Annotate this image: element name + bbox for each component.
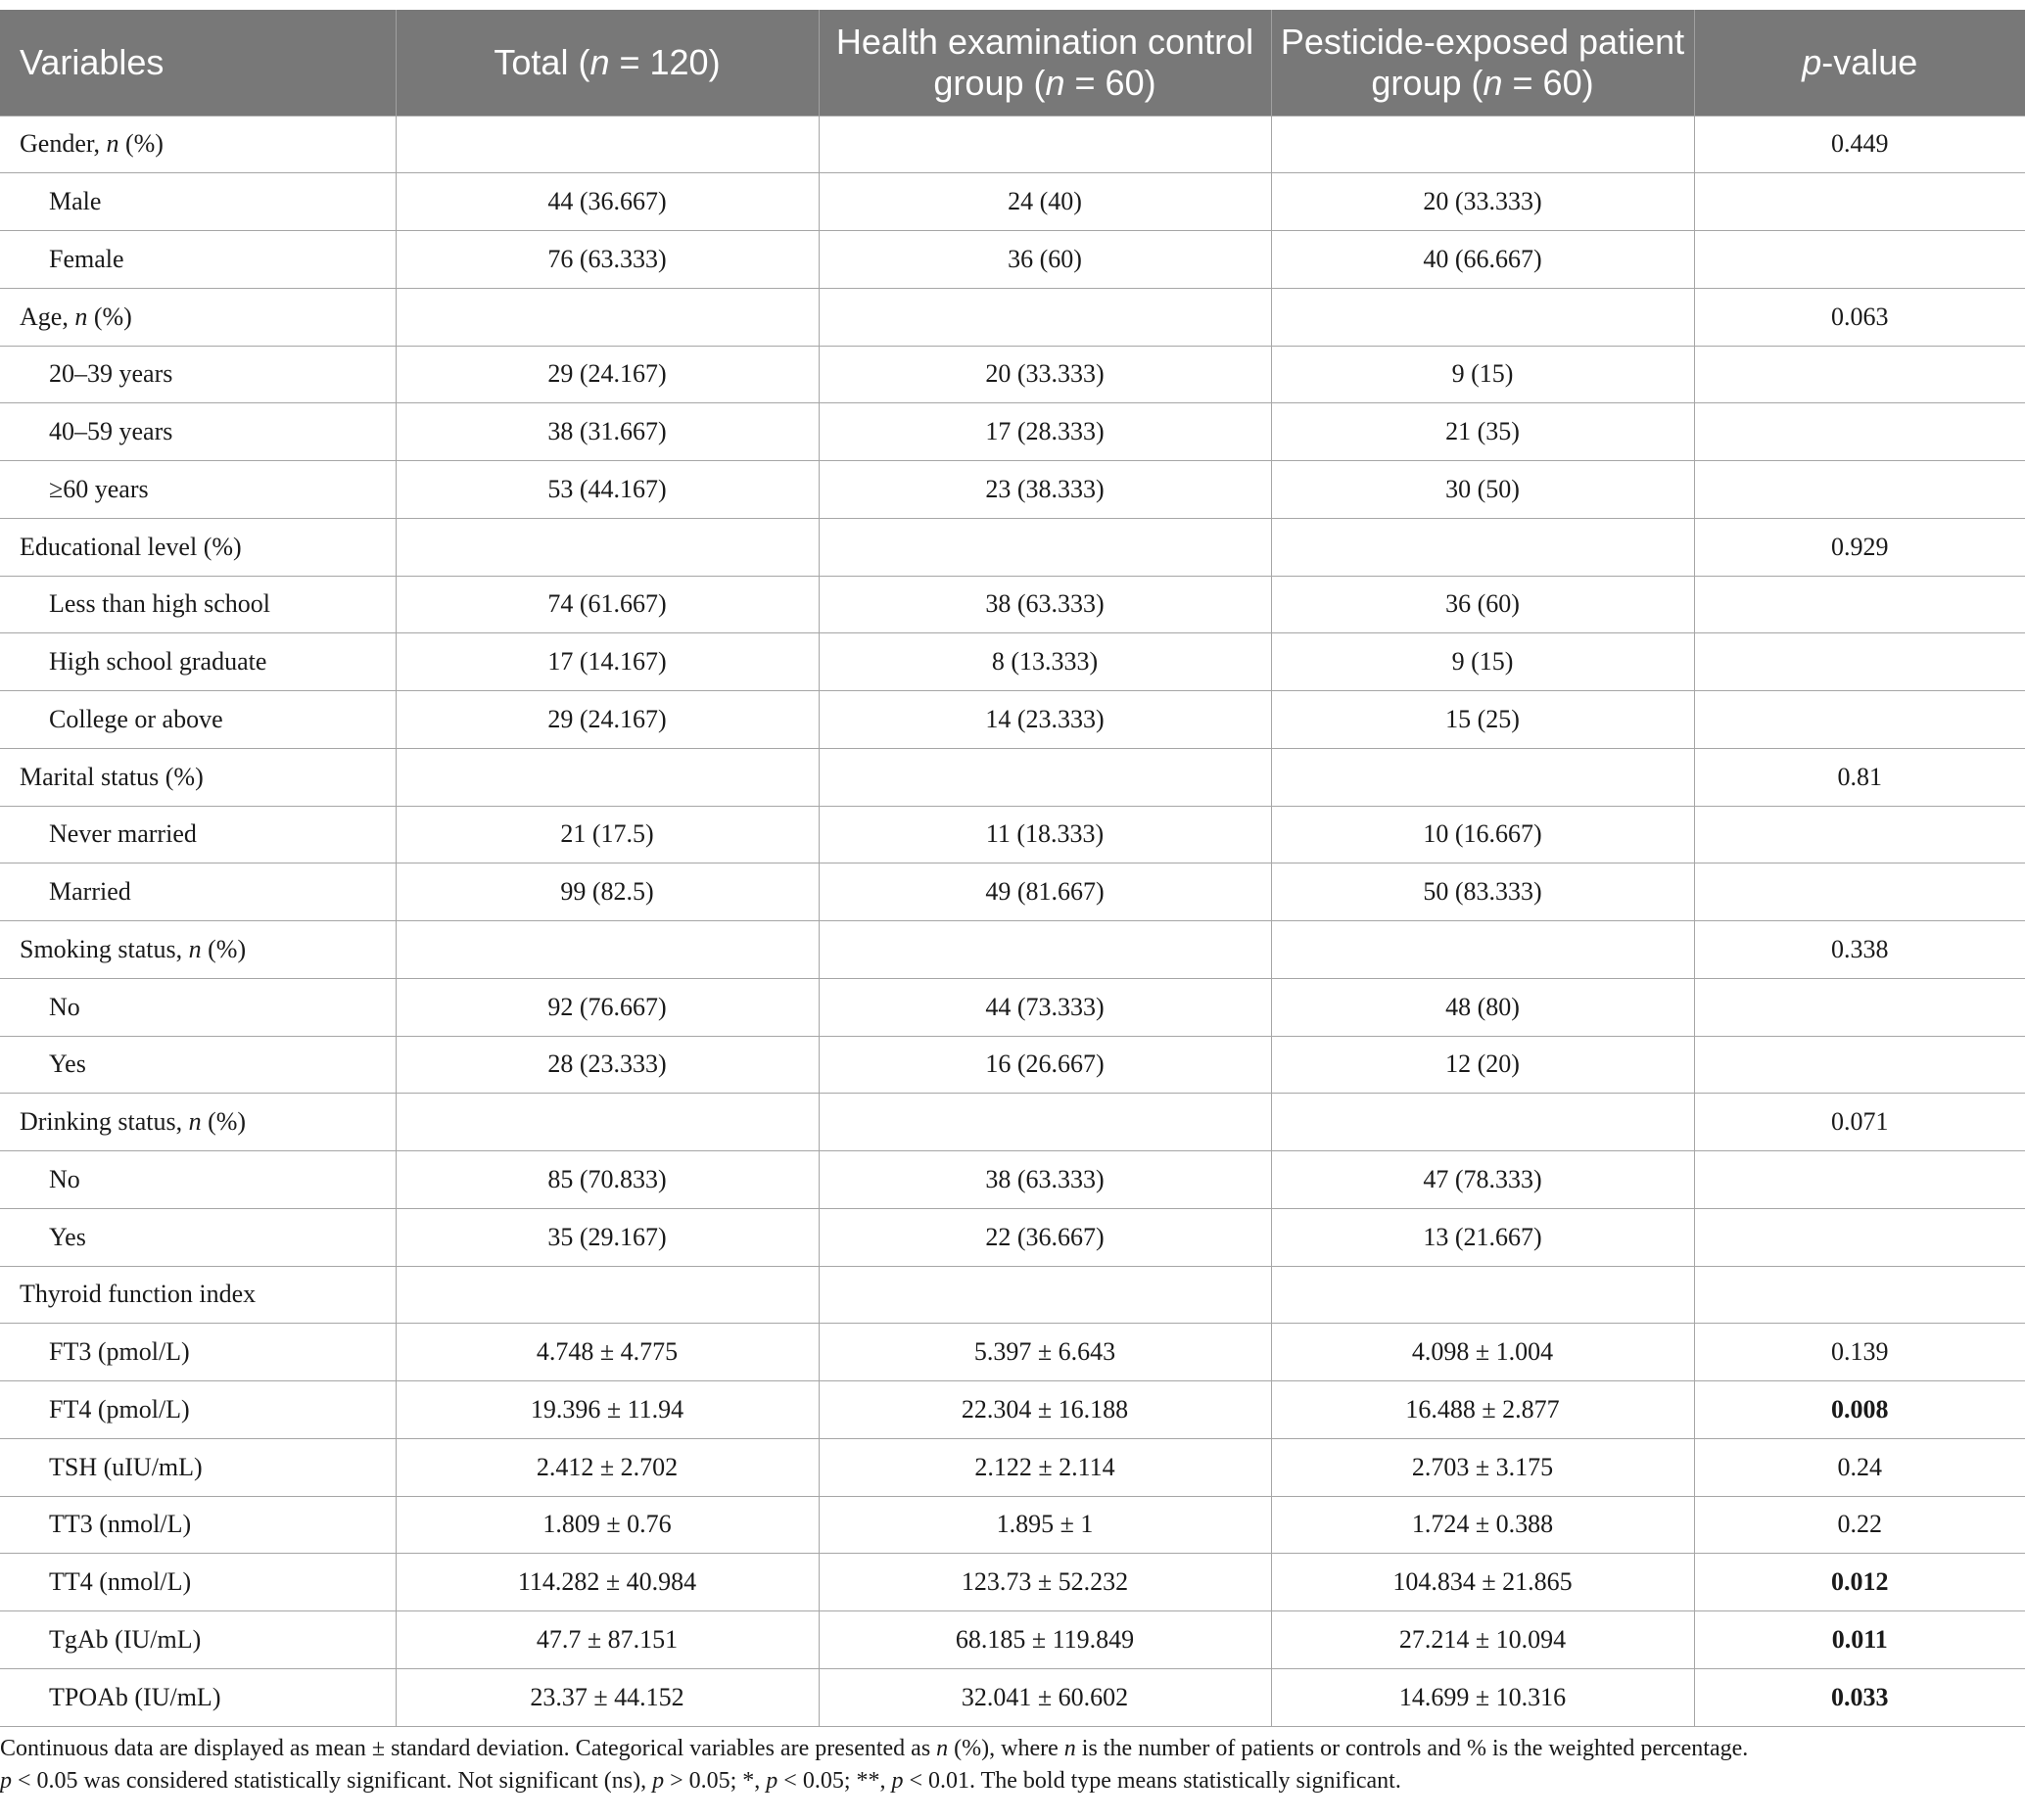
cell-total: 29 (24.167) xyxy=(396,346,819,403)
cell-control: 14 (23.333) xyxy=(819,691,1271,749)
cell-variable: Smoking status, n (%) xyxy=(0,921,396,979)
table-row xyxy=(0,1151,2025,1209)
cell-control: 22.304 ± 16.188 xyxy=(819,1381,1271,1439)
table-row xyxy=(0,1381,2025,1439)
table-group-row xyxy=(0,921,2025,979)
cell-p-value xyxy=(1694,691,2025,749)
cell-variable: Gender, n (%) xyxy=(0,116,396,173)
cell-p-value: 0.22 xyxy=(1694,1496,2025,1554)
cell-total: 28 (23.333) xyxy=(396,1036,819,1094)
cell-control xyxy=(819,288,1271,346)
table-group-row xyxy=(0,116,2025,173)
table-row xyxy=(0,633,2025,691)
cell-control: 38 (63.333) xyxy=(819,1151,1271,1209)
cell-p-value: 0.071 xyxy=(1694,1094,2025,1151)
cell-p-value: 0.24 xyxy=(1694,1438,2025,1496)
cell-exposed: 40 (66.667) xyxy=(1271,231,1694,289)
cell-total: 44 (36.667) xyxy=(396,173,819,231)
cell-total: 53 (44.167) xyxy=(396,461,819,519)
table-row xyxy=(0,403,2025,461)
cell-control: 16 (26.667) xyxy=(819,1036,1271,1094)
cell-control: 68.185 ± 119.849 xyxy=(819,1611,1271,1669)
table-row xyxy=(0,461,2025,519)
cell-variable: High school graduate xyxy=(0,633,396,691)
cell-control: 38 (63.333) xyxy=(819,576,1271,633)
header-exposed-group: Pesticide-exposed patient group (n = 60) xyxy=(1271,10,1694,116)
cell-variable: Thyroid function index xyxy=(0,1266,396,1324)
cell-variable: Marital status (%) xyxy=(0,748,396,806)
cell-exposed: 1.724 ± 0.388 xyxy=(1271,1496,1694,1554)
cell-control xyxy=(819,921,1271,979)
cell-control xyxy=(819,1266,1271,1324)
cell-p-value xyxy=(1694,346,2025,403)
cell-variable: Age, n (%) xyxy=(0,288,396,346)
cell-exposed xyxy=(1271,518,1694,576)
cell-exposed xyxy=(1271,1266,1694,1324)
table-group-row xyxy=(0,748,2025,806)
cell-exposed: 15 (25) xyxy=(1271,691,1694,749)
cell-p-value xyxy=(1694,461,2025,519)
cell-control: 22 (36.667) xyxy=(819,1208,1271,1266)
table-row xyxy=(0,1324,2025,1381)
cell-p-value xyxy=(1694,633,2025,691)
cell-total: 114.282 ± 40.984 xyxy=(396,1554,819,1611)
table-row xyxy=(0,691,2025,749)
cell-p-value xyxy=(1694,231,2025,289)
cell-variable: Yes xyxy=(0,1036,396,1094)
cell-exposed: 2.703 ± 3.175 xyxy=(1271,1438,1694,1496)
cell-total: 1.809 ± 0.76 xyxy=(396,1496,819,1554)
cell-total xyxy=(396,1094,819,1151)
table-footnote xyxy=(0,1733,2017,1797)
cell-exposed: 12 (20) xyxy=(1271,1036,1694,1094)
cell-p-value xyxy=(1694,173,2025,231)
cell-control: 1.895 ± 1 xyxy=(819,1496,1271,1554)
cell-total: 2.412 ± 2.702 xyxy=(396,1438,819,1496)
cell-control: 23 (38.333) xyxy=(819,461,1271,519)
cell-variable: Yes xyxy=(0,1208,396,1266)
cell-total: 19.396 ± 11.94 xyxy=(396,1381,819,1439)
cell-control: 2.122 ± 2.114 xyxy=(819,1438,1271,1496)
cell-exposed: 30 (50) xyxy=(1271,461,1694,519)
cell-p-value xyxy=(1694,1208,2025,1266)
header-total: Total (n = 120) xyxy=(396,10,819,116)
cell-total: 38 (31.667) xyxy=(396,403,819,461)
cell-control xyxy=(819,748,1271,806)
table-row xyxy=(0,1496,2025,1554)
cell-control: 44 (73.333) xyxy=(819,978,1271,1036)
header-p-value: p-value xyxy=(1694,10,2025,116)
table-row xyxy=(0,1668,2025,1726)
cell-p-value xyxy=(1694,806,2025,863)
cell-total: 21 (17.5) xyxy=(396,806,819,863)
cell-total: 76 (63.333) xyxy=(396,231,819,289)
table-row xyxy=(0,1036,2025,1094)
table-row xyxy=(0,576,2025,633)
cell-total: 74 (61.667) xyxy=(396,576,819,633)
cell-exposed: 10 (16.667) xyxy=(1271,806,1694,863)
table-row xyxy=(0,1611,2025,1669)
cell-variable: Married xyxy=(0,863,396,921)
cell-exposed: 47 (78.333) xyxy=(1271,1151,1694,1209)
cell-variable: TT4 (nmol/L) xyxy=(0,1554,396,1611)
cell-total xyxy=(396,116,819,173)
cell-total: 85 (70.833) xyxy=(396,1151,819,1209)
baseline-characteristics-table xyxy=(0,10,2025,1727)
cell-p-value: 0.033 xyxy=(1694,1668,2025,1726)
cell-exposed: 20 (33.333) xyxy=(1271,173,1694,231)
cell-p-value xyxy=(1694,403,2025,461)
cell-p-value: 0.929 xyxy=(1694,518,2025,576)
cell-exposed: 27.214 ± 10.094 xyxy=(1271,1611,1694,1669)
cell-exposed: 14.699 ± 10.316 xyxy=(1271,1668,1694,1726)
cell-exposed: 9 (15) xyxy=(1271,346,1694,403)
table-group-row xyxy=(0,1094,2025,1151)
cell-variable: Never married xyxy=(0,806,396,863)
cell-control: 123.73 ± 52.232 xyxy=(819,1554,1271,1611)
cell-total xyxy=(396,288,819,346)
table-group-row xyxy=(0,1266,2025,1324)
table-row xyxy=(0,1554,2025,1611)
cell-exposed xyxy=(1271,116,1694,173)
cell-variable: TT3 (nmol/L) xyxy=(0,1496,396,1554)
cell-control: 8 (13.333) xyxy=(819,633,1271,691)
footnote-line-1: Continuous data are displayed as mean ± standard deviation. Categorical variables are presented as n (%), where n is the number of patients or controls and % is the weighted percentage. xyxy=(0,1736,1749,1761)
cell-exposed: 13 (21.667) xyxy=(1271,1208,1694,1266)
cell-variable: TSH (uIU/mL) xyxy=(0,1438,396,1496)
cell-total: 47.7 ± 87.151 xyxy=(396,1611,819,1669)
cell-p-value: 0.338 xyxy=(1694,921,2025,979)
cell-variable: Educational level (%) xyxy=(0,518,396,576)
cell-p-value xyxy=(1694,978,2025,1036)
cell-p-value: 0.139 xyxy=(1694,1324,2025,1381)
cell-control: 17 (28.333) xyxy=(819,403,1271,461)
cell-total: 99 (82.5) xyxy=(396,863,819,921)
cell-control xyxy=(819,116,1271,173)
cell-p-value xyxy=(1694,576,2025,633)
cell-exposed: 16.488 ± 2.877 xyxy=(1271,1381,1694,1439)
cell-total: 35 (29.167) xyxy=(396,1208,819,1266)
cell-p-value xyxy=(1694,863,2025,921)
cell-control xyxy=(819,518,1271,576)
cell-control: 11 (18.333) xyxy=(819,806,1271,863)
cell-control: 49 (81.667) xyxy=(819,863,1271,921)
table-row xyxy=(0,806,2025,863)
cell-variable: Less than high school xyxy=(0,576,396,633)
cell-total xyxy=(396,518,819,576)
cell-total: 92 (76.667) xyxy=(396,978,819,1036)
cell-p-value xyxy=(1694,1151,2025,1209)
cell-control: 24 (40) xyxy=(819,173,1271,231)
cell-variable: 40–59 years xyxy=(0,403,396,461)
table-row xyxy=(0,173,2025,231)
cell-p-value: 0.449 xyxy=(1694,116,2025,173)
cell-control: 20 (33.333) xyxy=(819,346,1271,403)
cell-variable: ≥60 years xyxy=(0,461,396,519)
cell-variable: Female xyxy=(0,231,396,289)
cell-exposed: 36 (60) xyxy=(1271,576,1694,633)
cell-variable: College or above xyxy=(0,691,396,749)
table-row xyxy=(0,978,2025,1036)
cell-exposed xyxy=(1271,748,1694,806)
table-header-row xyxy=(0,10,2025,116)
cell-variable: FT4 (pmol/L) xyxy=(0,1381,396,1439)
table-row xyxy=(0,231,2025,289)
cell-p-value xyxy=(1694,1036,2025,1094)
table-group-row xyxy=(0,288,2025,346)
cell-exposed xyxy=(1271,921,1694,979)
table-row xyxy=(0,1208,2025,1266)
cell-variable: FT3 (pmol/L) xyxy=(0,1324,396,1381)
cell-exposed: 48 (80) xyxy=(1271,978,1694,1036)
cell-variable: Drinking status, n (%) xyxy=(0,1094,396,1151)
cell-variable: TPOAb (IU/mL) xyxy=(0,1668,396,1726)
cell-p-value: 0.063 xyxy=(1694,288,2025,346)
cell-total: 23.37 ± 44.152 xyxy=(396,1668,819,1726)
cell-total xyxy=(396,748,819,806)
cell-p-value: 0.008 xyxy=(1694,1381,2025,1439)
table-group-row xyxy=(0,518,2025,576)
footnote-line-2: p < 0.05 was considered statistically significant. Not significant (ns), p > 0.05; *, p < 0.05; **, p < 0.01. The bold type means statistically significant. xyxy=(0,1768,1401,1794)
cell-variable: No xyxy=(0,1151,396,1209)
table-row xyxy=(0,863,2025,921)
cell-exposed xyxy=(1271,1094,1694,1151)
cell-exposed: 9 (15) xyxy=(1271,633,1694,691)
cell-p-value: 0.81 xyxy=(1694,748,2025,806)
cell-exposed: 4.098 ± 1.004 xyxy=(1271,1324,1694,1381)
cell-total: 17 (14.167) xyxy=(396,633,819,691)
table-row xyxy=(0,346,2025,403)
cell-total: 29 (24.167) xyxy=(396,691,819,749)
cell-variable: No xyxy=(0,978,396,1036)
cell-variable: 20–39 years xyxy=(0,346,396,403)
table-row xyxy=(0,1438,2025,1496)
cell-variable: Male xyxy=(0,173,396,231)
header-control-group: Health examination control group (n = 60) xyxy=(819,10,1271,116)
cell-exposed xyxy=(1271,288,1694,346)
cell-p-value: 0.012 xyxy=(1694,1554,2025,1611)
cell-control: 36 (60) xyxy=(819,231,1271,289)
cell-exposed: 50 (83.333) xyxy=(1271,863,1694,921)
cell-total: 4.748 ± 4.775 xyxy=(396,1324,819,1381)
cell-exposed: 21 (35) xyxy=(1271,403,1694,461)
cell-control: 32.041 ± 60.602 xyxy=(819,1668,1271,1726)
cell-control: 5.397 ± 6.643 xyxy=(819,1324,1271,1381)
cell-p-value: 0.011 xyxy=(1694,1611,2025,1669)
cell-total xyxy=(396,1266,819,1324)
cell-p-value xyxy=(1694,1266,2025,1324)
cell-control xyxy=(819,1094,1271,1151)
cell-variable: TgAb (IU/mL) xyxy=(0,1611,396,1669)
cell-exposed: 104.834 ± 21.865 xyxy=(1271,1554,1694,1611)
header-variables: Variables xyxy=(20,41,165,82)
cell-total xyxy=(396,921,819,979)
